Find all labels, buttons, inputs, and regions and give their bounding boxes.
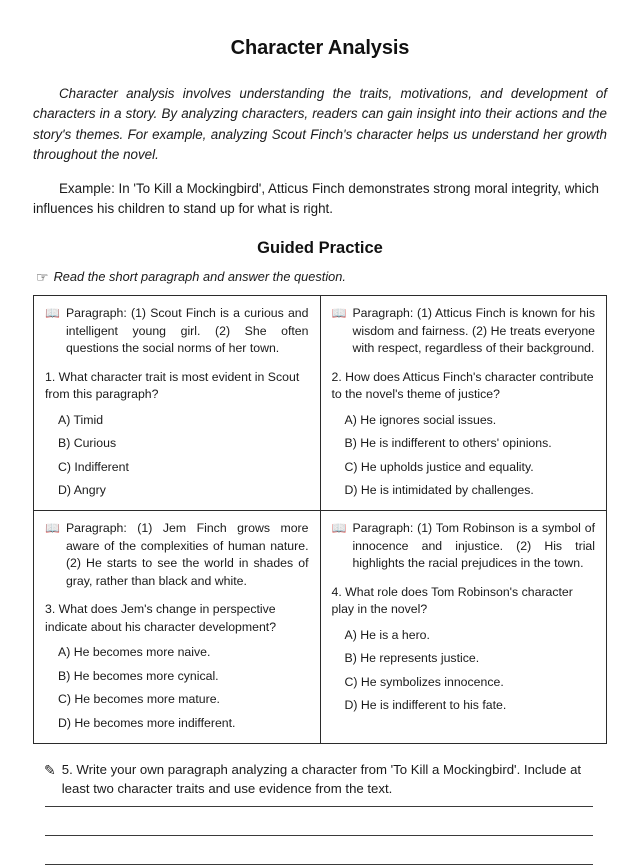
option-d[interactable]: D) He is indifferent to his fate. [344,698,507,713]
paragraph-block [45,520,309,590]
option-d[interactable]: D) Angry [58,482,106,497]
example-paragraph: Example: In 'To Kill a Mockingbird', Atticus Finch demonstrates strong moral integrity, which influences his children to stand up for what is right. [33,180,599,216]
option-list [45,412,309,500]
paragraph-block [332,520,596,572]
question-stem: 3. What does Jem's change in perspective indicate about his character development? [45,602,277,634]
instruction-line [36,269,607,286]
open-book-icon: 📖 [45,521,60,536]
paragraph-block [332,305,596,357]
intro-paragraph: Character analysis involves understanding the traits, motivations, and development of characters in a story. By analyzing characters, readers can gain insight into their actions and the story's themes. For example, analyzing Scout Finch's character helps us understand her growth throughout the novel. [33,86,607,163]
option-list [45,644,309,732]
table-row [34,511,607,744]
question-stem: 4. What role does Tom Robinson's character play in the novel? [331,584,573,617]
option-c[interactable]: C) He becomes more mature. [58,692,220,707]
guided-practice-heading: Guided Practice [257,238,383,257]
option-list [332,627,596,715]
option-b[interactable]: B) He is indifferent to others' opinions. [344,436,552,451]
paragraph-text: Paragraph: (1) Scout Finch is a curious and intelligent young girl. (2) She often questions the social norms of her town. [65,306,309,356]
page-title: Character Analysis [230,37,410,59]
option-c[interactable]: C) He upholds justice and equality. [344,459,534,474]
option-d[interactable]: D) He is intimidated by challenges. [344,482,534,497]
practice-cell-3 [34,511,321,744]
answer-lines [45,806,593,865]
writing-prompt [33,760,607,798]
question-stem: 1. What character trait is most evident in Scout from this paragraph? [45,369,300,402]
open-book-icon: 📖 [331,306,347,321]
option-b[interactable]: B) He represents justice. [344,651,480,666]
option-a[interactable]: A) He becomes more naive. [58,645,211,660]
practice-table [33,295,607,744]
option-b[interactable]: B) Curious [58,436,117,451]
practice-cell-4 [320,511,607,744]
open-book-icon: 📖 [45,306,60,321]
answer-line[interactable] [45,807,593,836]
option-a[interactable]: A) Timid [58,412,104,427]
option-list [332,412,596,500]
option-c[interactable]: C) Indifferent [58,459,129,474]
option-c[interactable]: C) He symbolizes innocence. [344,674,504,689]
paragraph-text: Paragraph: (1) Atticus Finch is known for his wisdom and fairness. (2) He treats everyone with respect, regardless of their background. [352,306,595,356]
writing-prompt-text: 5. Write your own paragraph analyzing a character from 'To Kill a Mockingbird'. Include at least two character traits and use evidence from the text. [61,761,582,797]
option-a[interactable]: A) He is a hero. [344,627,430,642]
paragraph-text: Paragraph: (1) Tom Robinson is a symbol of innocence and injustice. (2) His trial highlights the racial prejudices in the town. [352,521,595,571]
option-a[interactable]: A) He ignores social issues. [344,412,497,427]
instruction-text: Read the short paragraph and answer the question. [53,268,346,284]
question-stem: 2. How does Atticus Finch's character contribute to the novel's theme of justice? [331,369,594,402]
option-b[interactable]: B) He becomes more cynical. [58,668,219,683]
table-row [34,296,607,511]
paragraph-block [45,305,309,357]
pointing-hand-icon: ☞ [36,268,49,285]
option-d[interactable]: D) He becomes more indifferent. [58,715,236,730]
pencil-icon: ✎ [44,761,56,778]
answer-line[interactable] [45,836,593,865]
practice-cell-1 [34,296,321,511]
paragraph-text: Paragraph: (1) Jem Finch grows more aware of the complexities of human nature. (2) He starts to see the world in shades of gray, rather than black and white. [65,521,309,588]
open-book-icon: 📖 [331,521,347,536]
practice-cell-2 [320,296,607,511]
